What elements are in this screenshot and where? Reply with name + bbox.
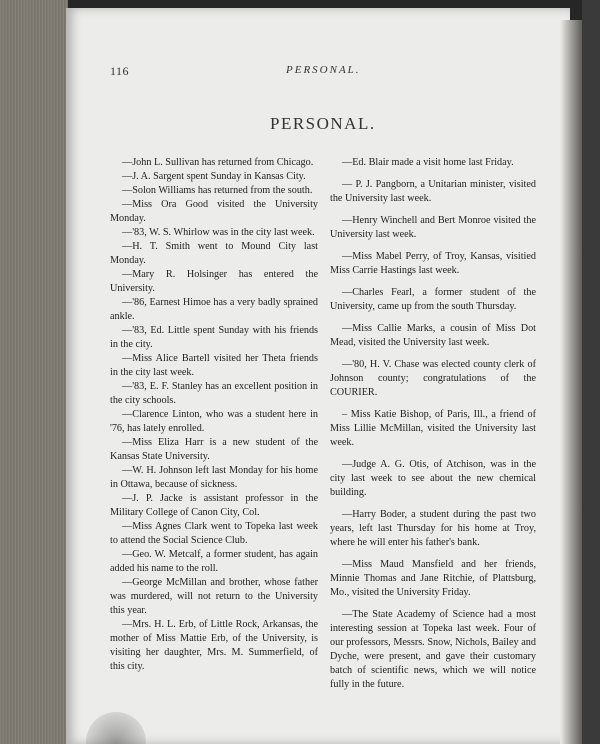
personal-item: —The State Academy of Science had a most interesting session at Topeka last week. Four of our professors, Messrs. Snow, Nichols, Bailey and Dyche, were present, and gave their customary batch of scientific news, which we will notice fully in the future.	[330, 609, 536, 690]
personal-item: —Miss Eliza Harr is a new student of the Kansas State University.	[110, 437, 318, 462]
personal-item: —Mrs. H. L. Erb, of Little Rock, Arkansas, the mother of Miss Mattie Erb, of the University, is visiting her daughter, Mrs. M. Summerfield, of this city.	[110, 619, 318, 672]
personal-item: —Solon Williams has returned from the south.	[122, 185, 313, 196]
gutter-shadow	[560, 20, 582, 744]
personal-item: —Miss Alice Bartell visited her Theta friends in the city last week.	[110, 353, 318, 378]
right-column	[330, 156, 536, 700]
page-number: 116	[110, 64, 130, 78]
personal-item: —George McMillan and brother, whose father was murdered, will not return to the University this year.	[110, 577, 318, 616]
left-column	[110, 156, 318, 674]
personal-item: —Clarence Linton, who was a student here in '76, has lately enrolled.	[110, 409, 318, 434]
book-page-edges	[0, 0, 68, 744]
personal-item: —Miss Callie Marks, a cousin of Miss Dot Mead, visited the University last week.	[330, 323, 536, 348]
personal-item: —Henry Winchell and Bert Monroe visited the University last week.	[330, 215, 536, 240]
personal-item: —Judge A. G. Otis, of Atchison, was in the city last week to see about the new chemical building.	[330, 459, 536, 498]
personal-item: — P. J. Pangborn, a Unitarian minister, visited the University last week.	[330, 179, 536, 204]
personal-item: —Harry Boder, a student during the past two years, left last Thursday for his home at Troy, where he will enter his father's bank.	[330, 509, 536, 548]
personal-item: —Mary R. Holsinger has entered the University.	[110, 269, 318, 294]
personal-item: —Ed. Blair made a visit home last Friday.	[342, 157, 514, 168]
personal-item: —'83, W. S. Whirlow was in the city last week.	[122, 227, 315, 238]
personal-item: —H. T. Smith went to Mound City last Monday.	[110, 241, 318, 266]
personal-item: —'86, Earnest Himoe has a very badly sprained ankle.	[110, 297, 318, 322]
running-head: PERSONAL.	[286, 64, 361, 76]
book-spine-edge	[582, 0, 600, 744]
personal-item: —Miss Agnes Clark went to Topeka last week to attend the Social Science Club.	[110, 521, 318, 546]
personal-item: —Geo. W. Metcalf, a former student, has again added his name to the roll.	[110, 549, 318, 574]
personal-item: —Miss Ora Good visited the University Monday.	[110, 199, 318, 224]
personal-item: —'83, Ed. Little spent Sunday with his friends in the city.	[110, 325, 318, 350]
personal-item: —Miss Mabel Perry, of Troy, Kansas, visitied Miss Carrie Hastings last week.	[330, 251, 536, 276]
page-header	[110, 64, 530, 78]
personal-item: —Miss Maud Mansfield and her friends, Minnie Thomas and Jane Ritchie, of Plattsburg, Mo., visited the University Friday.	[330, 559, 536, 598]
personal-item: —J. P. Jacke is assistant professor in the Military College of Canon City, Col.	[110, 493, 318, 518]
personal-item: —'80, H. V. Chase was elected county clerk of Johnson county; congratulations of the COURIER.	[330, 359, 536, 398]
personal-item: —'83, E. F. Stanley has an excellent position in the city schools.	[110, 381, 318, 406]
personal-item: —W. H. Johnson left last Monday for his home in Ottawa, because of sickness.	[110, 465, 318, 490]
personal-item: —Charles Fearl, a former student of the University, came up from the south Thursday.	[330, 287, 536, 312]
personal-item: —J. A. Sargent spent Sunday in Kansas City.	[122, 171, 306, 182]
personal-item: – Miss Katie Bishop, of Paris, Ill., a friend of Miss Lillie McMillan, visited the University last week.	[330, 409, 536, 448]
personal-item: —John L. Sullivan has returned from Chicago.	[122, 157, 314, 168]
section-title: PERSONAL.	[270, 114, 376, 133]
